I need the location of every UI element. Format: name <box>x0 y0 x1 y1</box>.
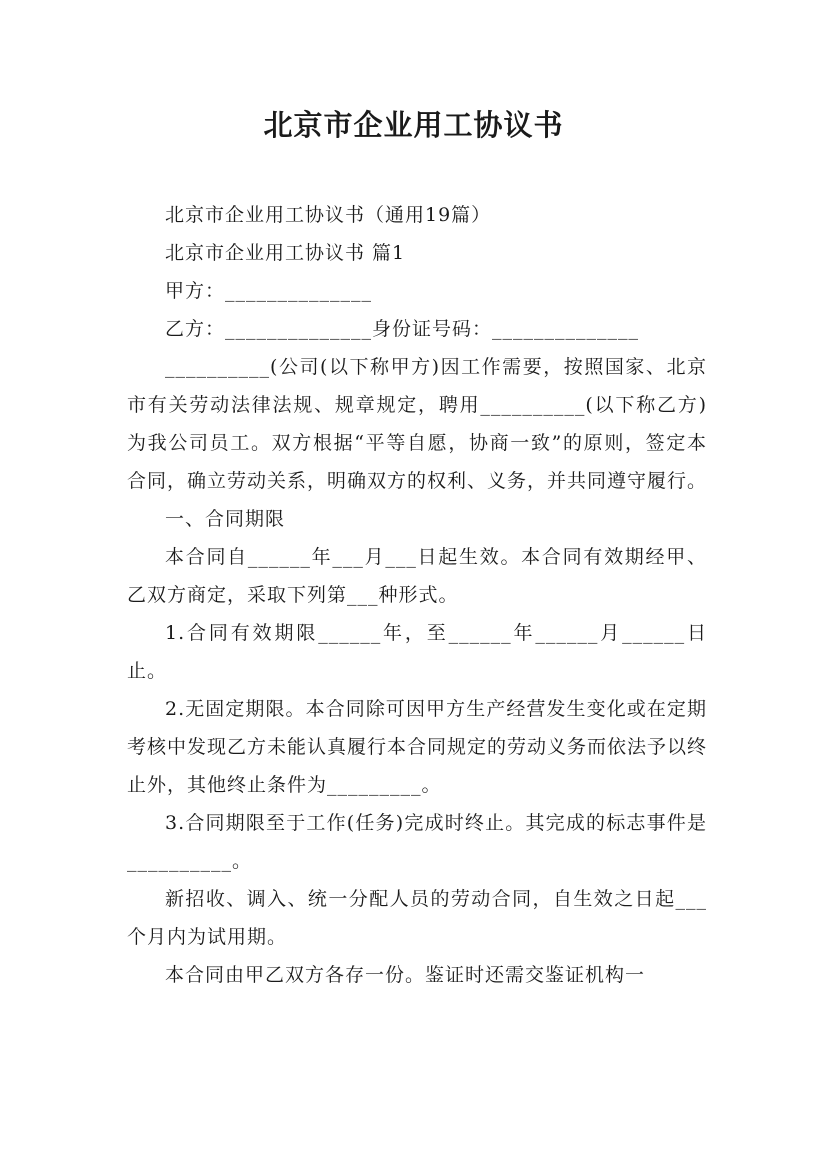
paragraph-term-option-2: 2.无固定期限。本合同除可因甲方生产经营发生变化或在定期考核中发现乙方未能认真履行本合同规定的劳动义务而依法予以终止外，其他终止条件为_________。 <box>127 698 708 796</box>
paragraph-term-option-3: 3.合同期限至于工作(任务)完成时终止。其完成的标志事件是__________。 <box>127 812 707 872</box>
paragraph-party-a: 甲方：______________ <box>165 280 373 302</box>
document-title: 北京市企业用工协议书 <box>263 108 564 142</box>
paragraph-subtitle: 北京市企业用工协议书（通用19篇） <box>165 204 492 226</box>
paragraph-copies: 本合同由甲乙双方各存一份。鉴证时还需交鉴证机构一 <box>165 964 646 986</box>
document-body <box>127 196 707 994</box>
paragraph-section-title: 北京市企业用工协议书 篇1 <box>165 242 406 264</box>
paragraph-heading-term: 一、合同期限 <box>165 508 286 530</box>
paragraph-party-b: 乙方：______________身份证号码：______________ <box>165 318 640 340</box>
paragraph-term-start: 本合同自______年___月___日起生效。本合同有效期经甲、乙双方商定，采取下列第___种形式。 <box>127 546 707 606</box>
paragraph-probation: 新招收、调入、统一分配人员的劳动合同，自生效之日起___个月内为试用期。 <box>127 888 707 948</box>
paragraph-term-option-1: 1.合同有效期限______年，至______年______月______日止。 <box>127 622 707 682</box>
paragraph-intro: __________(公司(以下称甲方)因工作需要，按照国家、北京市有关劳动法律法规、规章规定，聘用__________(以下称乙方)为我公司员工。双方根据“平等自愿，协商一致”的原则，签定本合同，确立劳动关系，明确双方的权利、义务，并共同遵守履行。 <box>127 356 708 492</box>
